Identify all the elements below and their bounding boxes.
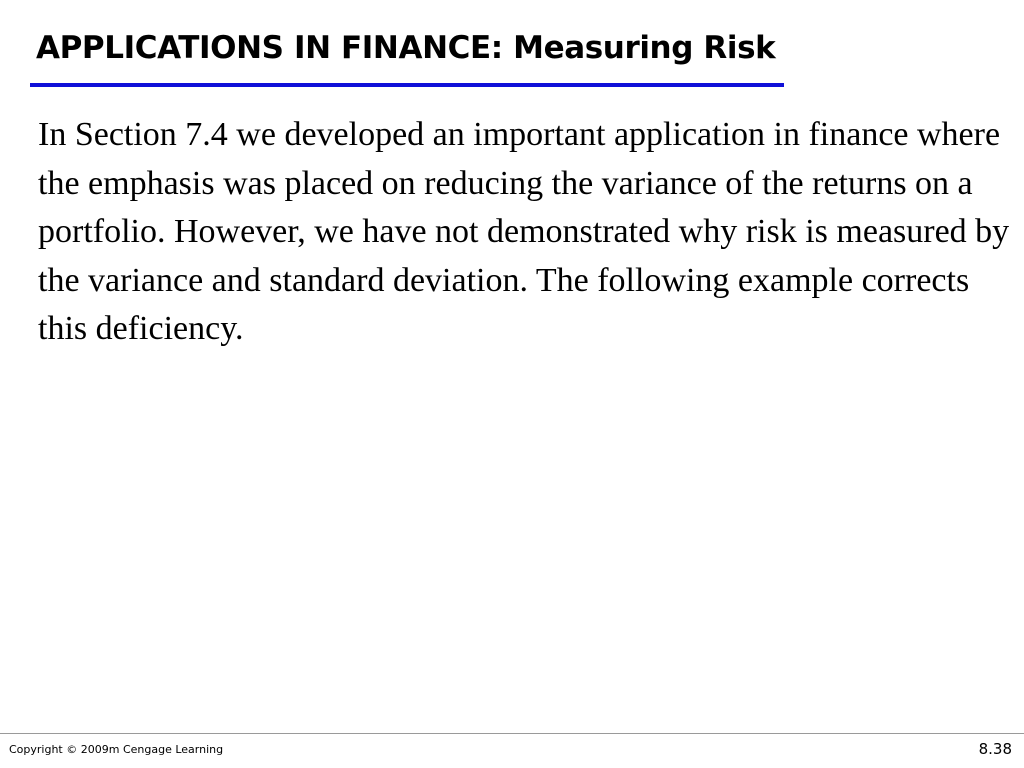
footer-divider [0,733,1024,734]
body-paragraph: In Section 7.4 we developed an important application in finance where the emphasis was placed on reducing the variance of the returns on a portfolio. However, we have not demonstrated why risk is measured by the variance and standard deviation. The following example corrects this deficiency. [38,116,1010,347]
slide-title: APPLICATIONS IN FINANCE: Measuring Risk [36,30,776,66]
slide-number: 8.38 [978,740,1012,758]
title-underline [30,83,784,87]
copyright-notice: Copyright © 2009m Cengage Learning [9,743,224,756]
